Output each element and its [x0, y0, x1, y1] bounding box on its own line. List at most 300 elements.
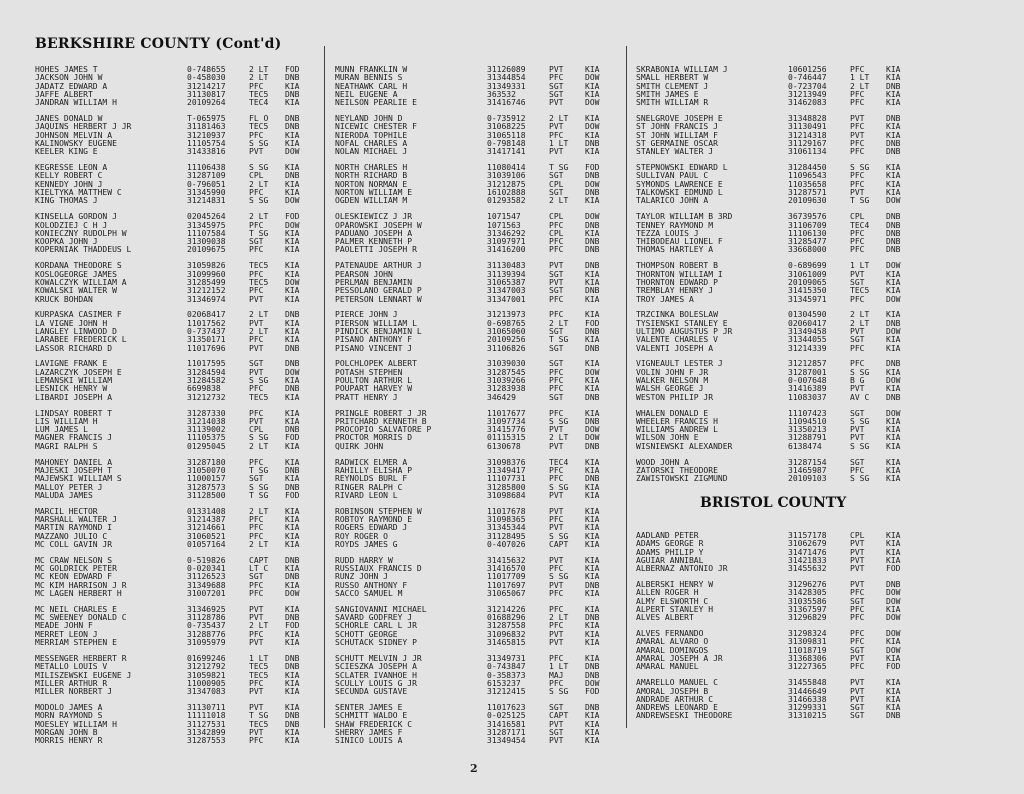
roster-entry — [35, 394, 315, 402]
entry-status: KIA — [285, 629, 300, 639]
entry-status: KIA — [886, 343, 901, 353]
entry-status: KIA — [285, 237, 300, 247]
roster-entry — [636, 213, 918, 221]
entry-name: HOHES JAMES T — [35, 66, 98, 74]
roster-entry — [636, 638, 918, 646]
entry-status: DNB — [886, 237, 901, 247]
roster-entry — [335, 573, 617, 581]
entry-serial: 11083037 — [788, 392, 827, 402]
entry-rank: PVT — [549, 506, 564, 516]
roster-entry — [636, 655, 918, 663]
entry-rank: 1 LT — [549, 662, 569, 672]
entry-name: ZATORSKI THEODORE — [636, 466, 718, 475]
entry-rank: CPL — [549, 228, 564, 238]
entry-rank: 2 LT — [249, 506, 269, 516]
entry-serial: 11105754 — [187, 138, 226, 148]
entry-name: MALUDA JAMES — [35, 491, 93, 500]
entry-status: DNB — [886, 138, 901, 148]
entry-serial: 31096832 — [487, 629, 526, 639]
entry-name: RUNZ JOHN J — [335, 573, 388, 582]
entry-serial: 31284450 — [788, 163, 827, 173]
entry-rank: PFC — [850, 147, 865, 157]
roster-entry — [636, 238, 918, 246]
entry-serial: 11107584 — [187, 228, 226, 238]
entry-status: KIA — [886, 163, 901, 173]
entry-name: NEATHAWK CARL H — [335, 82, 408, 91]
entry-serial: 31415776 — [487, 425, 526, 435]
entry-serial: 31214661 — [187, 523, 226, 533]
entry-rank: PFC — [249, 245, 264, 255]
entry-status: KIA — [285, 539, 300, 549]
roster-entry — [35, 271, 315, 279]
entry-status: KIA — [285, 179, 300, 189]
roster-entry — [35, 622, 315, 630]
entry-name: SCHORLE CARL L JR — [335, 622, 417, 631]
entry-rank: FL O — [249, 114, 269, 124]
entry-serial: 31416581 — [487, 719, 526, 729]
entry-rank: SGT — [549, 343, 564, 353]
entry-status: KIA — [285, 228, 300, 238]
entry-name: PIERCE JOHN J — [335, 311, 398, 320]
roster-entry — [335, 712, 617, 720]
roster-group — [636, 532, 918, 573]
entry-serial: 31128500 — [187, 490, 226, 500]
entry-status: KIA — [585, 490, 600, 500]
roster-entry — [636, 647, 918, 655]
entry-rank: PFC — [850, 343, 865, 353]
roster-group — [636, 630, 918, 671]
entry-rank: TEC4 — [549, 457, 569, 467]
entry-name: ADAMS PHILIP Y — [636, 548, 704, 557]
roster-entry — [335, 172, 617, 180]
entry-name: MC KIM HARRISON J R — [35, 581, 127, 590]
entry-serial: 31455848 — [788, 678, 827, 688]
entry-name: KRUCK BOHDAN — [35, 295, 93, 304]
entry-rank: PFC — [249, 335, 264, 345]
entry-serial: 31213949 — [788, 89, 827, 99]
entry-serial: 31296829 — [788, 613, 827, 623]
entry-name: LUM JAMES L — [35, 426, 88, 435]
entry-name: SCHMITT WALDO E — [335, 712, 408, 721]
entry-name: TRZCINKA BOLESLAW — [636, 311, 718, 320]
entry-name: PALMER KENNETH P — [335, 238, 413, 247]
roster-entry — [636, 123, 918, 131]
entry-rank: CPL — [249, 425, 264, 435]
entry-rank: PVT — [549, 490, 564, 500]
page-title: BERKSHIRE COUNTY (Cont'd) — [35, 36, 282, 52]
entry-status: KIA — [585, 564, 600, 574]
entry-rank: SGT — [549, 81, 564, 91]
entry-rank: PFC — [850, 65, 865, 74]
roster-entry — [335, 181, 617, 189]
entry-name: AMARAL MANUEL — [636, 663, 699, 672]
entry-rank: PFC — [549, 294, 564, 304]
entry-name: SAVARD GODFREY J — [335, 614, 413, 623]
roster-entry — [335, 557, 617, 565]
entry-rank: 2 LT — [850, 310, 870, 320]
entry-name: SNELGROVE JOSEPH E — [636, 115, 723, 124]
entry-name: JANDRAN WILLIAM H — [35, 99, 117, 108]
roster-entry — [35, 148, 315, 156]
entry-serial: 31095979 — [187, 638, 226, 648]
entry-name: ST JOHN FRANCIS J — [636, 123, 718, 132]
entry-name: WALKER NELSON M — [636, 377, 709, 386]
roster-group — [35, 262, 315, 303]
entry-status: KIA — [285, 269, 300, 279]
entry-status: DNB — [585, 326, 600, 336]
entry-serial: 31210937 — [187, 130, 226, 140]
entry-serial: 11017697 — [487, 580, 526, 590]
entry-status: KIA — [285, 703, 300, 713]
entry-name: PAOLETTI JOSEPH R — [335, 246, 417, 255]
entry-serial: 31344854 — [487, 73, 526, 83]
entry-serial: 0-020341 — [187, 564, 226, 574]
entry-name: SMALL HERBERT W — [636, 74, 709, 83]
roster-entry — [636, 565, 918, 573]
entry-status: DOW — [886, 588, 901, 598]
entry-status: FOD — [285, 65, 300, 74]
entry-serial: 31214226 — [487, 604, 526, 614]
entry-name: NEYLAND JOHN D — [335, 115, 403, 124]
roster-entry — [636, 189, 918, 197]
entry-serial: 33668000 — [788, 245, 827, 255]
entry-name: POLCHLOPEK ALBERT — [335, 360, 417, 369]
entry-rank: 1 LT — [850, 73, 870, 83]
roster-entry — [636, 181, 918, 189]
roster-entry — [636, 74, 918, 82]
entry-rank: PFC — [549, 384, 564, 394]
roster-entry — [636, 434, 918, 442]
entry-rank: PVT — [549, 638, 564, 648]
roster-group — [636, 459, 918, 484]
entry-status: KIA — [585, 572, 600, 582]
entry-status: KIA — [285, 318, 300, 328]
roster-entry — [335, 83, 617, 91]
entry-serial: 31465987 — [788, 465, 827, 475]
entry-name: MAJESKI JOSEPH T — [35, 466, 113, 475]
entry-rank: 2 LT — [249, 326, 269, 336]
entry-name: NEILSON PEARLIE E — [335, 99, 417, 108]
entry-name: LESNICK HENRY W — [35, 385, 108, 394]
entry-status: DNB — [585, 261, 600, 271]
roster-entry — [636, 557, 918, 565]
entry-serial: 11096543 — [788, 171, 827, 181]
entry-status: DNB — [886, 711, 901, 721]
entry-name: TALKOWSKI EDMUND L — [636, 189, 723, 198]
entry-serial: 31349331 — [487, 81, 526, 91]
entry-serial: 31446649 — [788, 686, 827, 696]
entry-rank: S SG — [249, 433, 269, 443]
entry-name: KING THOMAS J — [35, 197, 98, 206]
entry-serial: 31344055 — [788, 335, 827, 345]
roster-entry — [35, 459, 315, 467]
roster-entry — [636, 663, 918, 671]
roster-entry — [636, 394, 918, 402]
entry-serial: 31367597 — [788, 604, 827, 614]
roster-entry — [636, 704, 918, 712]
roster-entry — [636, 369, 918, 377]
entry-name: MERRET LEON J — [35, 630, 98, 639]
entry-rank: PVT — [850, 686, 865, 696]
entry-serial: 31068225 — [487, 122, 526, 132]
roster-entry — [335, 262, 617, 270]
entry-rank: PFC — [249, 408, 264, 418]
entry-name: ROBTOY RAYMOND E — [335, 516, 413, 524]
entry-rank: 2 LT — [249, 539, 269, 549]
entry-rank: TEC5 — [249, 670, 269, 680]
entry-serial: 0-025125 — [487, 711, 526, 721]
roster-entry — [335, 688, 617, 696]
entry-rank: PFC — [850, 662, 865, 672]
entry-rank: 2 LT — [249, 441, 269, 451]
entry-status: KIA — [585, 457, 600, 467]
entry-serial: 36739576 — [788, 212, 827, 222]
entry-serial: 31287571 — [788, 188, 827, 198]
entry-name: PROCTOR MORRIS D — [335, 434, 413, 443]
entry-rank: SGT — [850, 408, 865, 418]
entry-serial: 11017696 — [187, 343, 226, 353]
entry-rank: PVT — [549, 98, 564, 108]
entry-name: SINICO LOUIS A — [335, 737, 403, 746]
roster-entry — [35, 680, 315, 688]
entry-serial: 20109675 — [187, 245, 226, 255]
entry-status: KIA — [585, 335, 600, 345]
roster-entry — [35, 91, 315, 99]
entry-name: KOOPKA JOHN J — [35, 238, 98, 247]
entry-status: DNB — [585, 171, 600, 181]
entry-serial: 31130817 — [187, 89, 226, 99]
entry-serial: 31417141 — [487, 147, 526, 157]
entry-rank: PFC — [850, 613, 865, 623]
entry-name: MESSENGER HERBERT R — [35, 654, 127, 663]
entry-name: STANLEY WALTER J — [636, 148, 714, 157]
entry-name: MILLER NORBERT J — [35, 688, 113, 697]
entry-status: KIA — [886, 188, 901, 198]
roster-entry — [636, 197, 918, 205]
entry-status: FOD — [285, 212, 300, 222]
entry-name: KONIECZNY RUDOLPH W — [35, 229, 127, 238]
roster-entry — [335, 287, 617, 295]
entry-status: KIA — [285, 376, 300, 386]
entry-serial: 31287109 — [187, 171, 226, 181]
entry-serial: 31097734 — [487, 416, 526, 426]
entry-name: KOWALSKI WALTER W — [35, 287, 117, 296]
entry-name: MAZZANO JULIO C — [35, 532, 108, 541]
entry-rank: 1 LT — [549, 138, 569, 148]
entry-status: DOW — [886, 261, 901, 271]
entry-name: ST GERMAINE OSCAR — [636, 139, 718, 148]
entry-serial: 0-458030 — [187, 73, 226, 83]
roster-group — [636, 115, 918, 156]
entry-rank: CPL — [850, 212, 865, 222]
entry-rank: PFC — [549, 621, 564, 631]
roster-entry — [335, 140, 617, 148]
entry-status: DOW — [886, 629, 901, 639]
entry-serial: 16102888 — [487, 188, 526, 198]
roster-entry — [35, 721, 315, 729]
entry-status: DNB — [585, 662, 600, 672]
roster-entry — [335, 360, 617, 368]
entry-name: KELLY ROBERT C — [35, 172, 103, 181]
entry-rank: PVT — [249, 147, 264, 157]
entry-name: ADAMS GEORGE R — [636, 540, 704, 549]
entry-rank: PVT — [549, 736, 564, 746]
roster-group — [636, 262, 918, 303]
entry-rank: PFC — [249, 629, 264, 639]
entry-name: ULTIMO AUGUSTUS P JR — [636, 327, 733, 336]
entry-status: KIA — [585, 359, 600, 369]
entry-rank: S SG — [249, 196, 269, 206]
roster-entry — [35, 360, 315, 368]
roster-entry — [35, 66, 315, 74]
entry-serial: 31212857 — [788, 359, 827, 369]
entry-name: ROYDS JAMES G — [335, 540, 398, 549]
entry-rank: PFC — [549, 408, 564, 418]
entry-name: ALMY ELSWORTH C — [636, 597, 709, 606]
entry-serial: 31212792 — [187, 662, 226, 672]
roster-entry — [335, 189, 617, 197]
roster-entry — [35, 533, 315, 541]
entry-name: WHEELER FRANCIS H — [636, 417, 718, 426]
entry-rank: PFC — [850, 359, 865, 369]
roster-group — [35, 459, 315, 500]
entry-status: KIA — [585, 506, 600, 516]
entry-serial: 31350213 — [788, 425, 827, 435]
entry-rank: PFC — [850, 604, 865, 614]
roster-entry — [35, 140, 315, 148]
entry-status: KIA — [285, 523, 300, 533]
entry-serial: 31061009 — [788, 269, 827, 279]
entry-rank: 2 LT — [549, 433, 569, 443]
entry-name: SULLIVAN PAUL C — [636, 172, 709, 181]
bristol-roster — [636, 532, 918, 728]
entry-name: ST JOHN WILLIAM F — [636, 131, 718, 140]
roster-entry — [35, 74, 315, 82]
roster-group — [636, 66, 918, 107]
roster-entry — [35, 516, 315, 524]
roster-entry — [335, 672, 617, 680]
roster-entry — [35, 164, 315, 172]
entry-rank: 2 LT — [249, 73, 269, 83]
roster-entry — [335, 279, 617, 287]
roster-entry — [636, 132, 918, 140]
entry-rank: PVT — [549, 277, 564, 287]
entry-status: DOW — [285, 196, 300, 206]
entry-status: KIA — [886, 130, 901, 140]
roster-entry — [35, 737, 315, 745]
entry-name: KOWALCZYK WILLIAM A — [35, 278, 127, 287]
entry-serial: 31130491 — [788, 122, 827, 132]
entry-status: KIA — [285, 457, 300, 467]
entry-status: KIA — [585, 65, 600, 74]
entry-rank: TEC5 — [249, 392, 269, 402]
entry-name: SMITH JAMES E — [636, 90, 699, 99]
roster-entry — [35, 377, 315, 385]
entry-status: KIA — [585, 465, 600, 475]
entry-name: ROY ROGER O — [335, 532, 388, 541]
entry-name: MORN RAYMOND S — [35, 712, 103, 721]
entry-serial: 31284582 — [187, 376, 226, 386]
entry-serial: 31126523 — [187, 572, 226, 582]
entry-status: DOW — [585, 73, 600, 83]
roster-entry — [636, 172, 918, 180]
page-number: 2 — [470, 762, 478, 775]
entry-rank: PVT — [549, 555, 564, 565]
roster-entry — [35, 262, 315, 270]
entry-status: KIA — [585, 629, 600, 639]
entry-rank: PFC — [249, 384, 264, 394]
roster-entry — [636, 598, 918, 606]
entry-rank: PVT — [850, 425, 865, 435]
entry-status: KIA — [886, 416, 901, 426]
entry-serial: 31061134 — [788, 147, 827, 157]
entry-serial: 31128786 — [187, 613, 226, 623]
entry-status: DNB — [285, 384, 300, 394]
entry-serial: 11106438 — [187, 163, 226, 173]
roster-entry — [335, 230, 617, 238]
entry-status: DNB — [886, 318, 901, 328]
roster-entry — [35, 181, 315, 189]
entry-name: RUSSO ANTHONY F — [335, 581, 408, 590]
entry-rank: PFC — [549, 367, 564, 377]
roster-entry — [636, 287, 918, 295]
entry-rank: PFC — [850, 122, 865, 132]
entry-rank: PFC — [850, 237, 865, 247]
entry-rank: PFC — [850, 245, 865, 255]
entry-status: KIA — [585, 621, 600, 631]
roster-entry — [636, 328, 918, 336]
entry-status: KIA — [285, 408, 300, 418]
roster-entry — [35, 614, 315, 622]
entry-serial: 31416570 — [487, 564, 526, 574]
entry-name: PERLMAN BENJAMIN — [335, 278, 413, 287]
entry-status: KIA — [585, 376, 600, 386]
entry-serial: 31035586 — [788, 596, 827, 606]
entry-serial: 31416746 — [487, 98, 526, 108]
entry-status: KIA — [585, 408, 600, 418]
entry-serial: 31060521 — [187, 531, 226, 541]
entry-serial: 01688296 — [487, 613, 526, 623]
entry-status: KIA — [886, 694, 901, 704]
entry-serial: 31214038 — [187, 416, 226, 426]
entry-status: KIA — [285, 286, 300, 296]
entry-rank: PVT — [549, 65, 564, 74]
entry-serial: 31471476 — [788, 547, 827, 557]
roster-entry — [636, 410, 918, 418]
entry-name: WOOD JOHN A — [636, 458, 689, 467]
entry-serial: 0-358373 — [487, 670, 526, 680]
entry-status: DNB — [585, 188, 600, 198]
entry-rank: TEC4 — [850, 220, 870, 230]
entry-serial: 11018719 — [788, 645, 827, 655]
roster-entry — [335, 639, 617, 647]
roster-entry — [636, 271, 918, 279]
entry-status: KIA — [285, 727, 300, 737]
entry-rank: T SG — [549, 335, 569, 345]
roster-entry — [35, 418, 315, 426]
entry-serial: 31285499 — [187, 277, 226, 287]
entry-name: JADATZ EDWARD A — [35, 82, 108, 91]
entry-status: DNB — [886, 114, 901, 124]
entry-status: KIA — [886, 425, 901, 435]
entry-serial: 31039030 — [487, 359, 526, 369]
entry-serial: 31299331 — [788, 703, 827, 713]
entry-rank: PVT — [249, 613, 264, 623]
entry-serial: 31126089 — [487, 65, 526, 74]
roster-entry — [636, 630, 918, 638]
entry-name: SYMONDS LAWRENCE E — [636, 180, 723, 189]
roster-entry — [35, 426, 315, 434]
